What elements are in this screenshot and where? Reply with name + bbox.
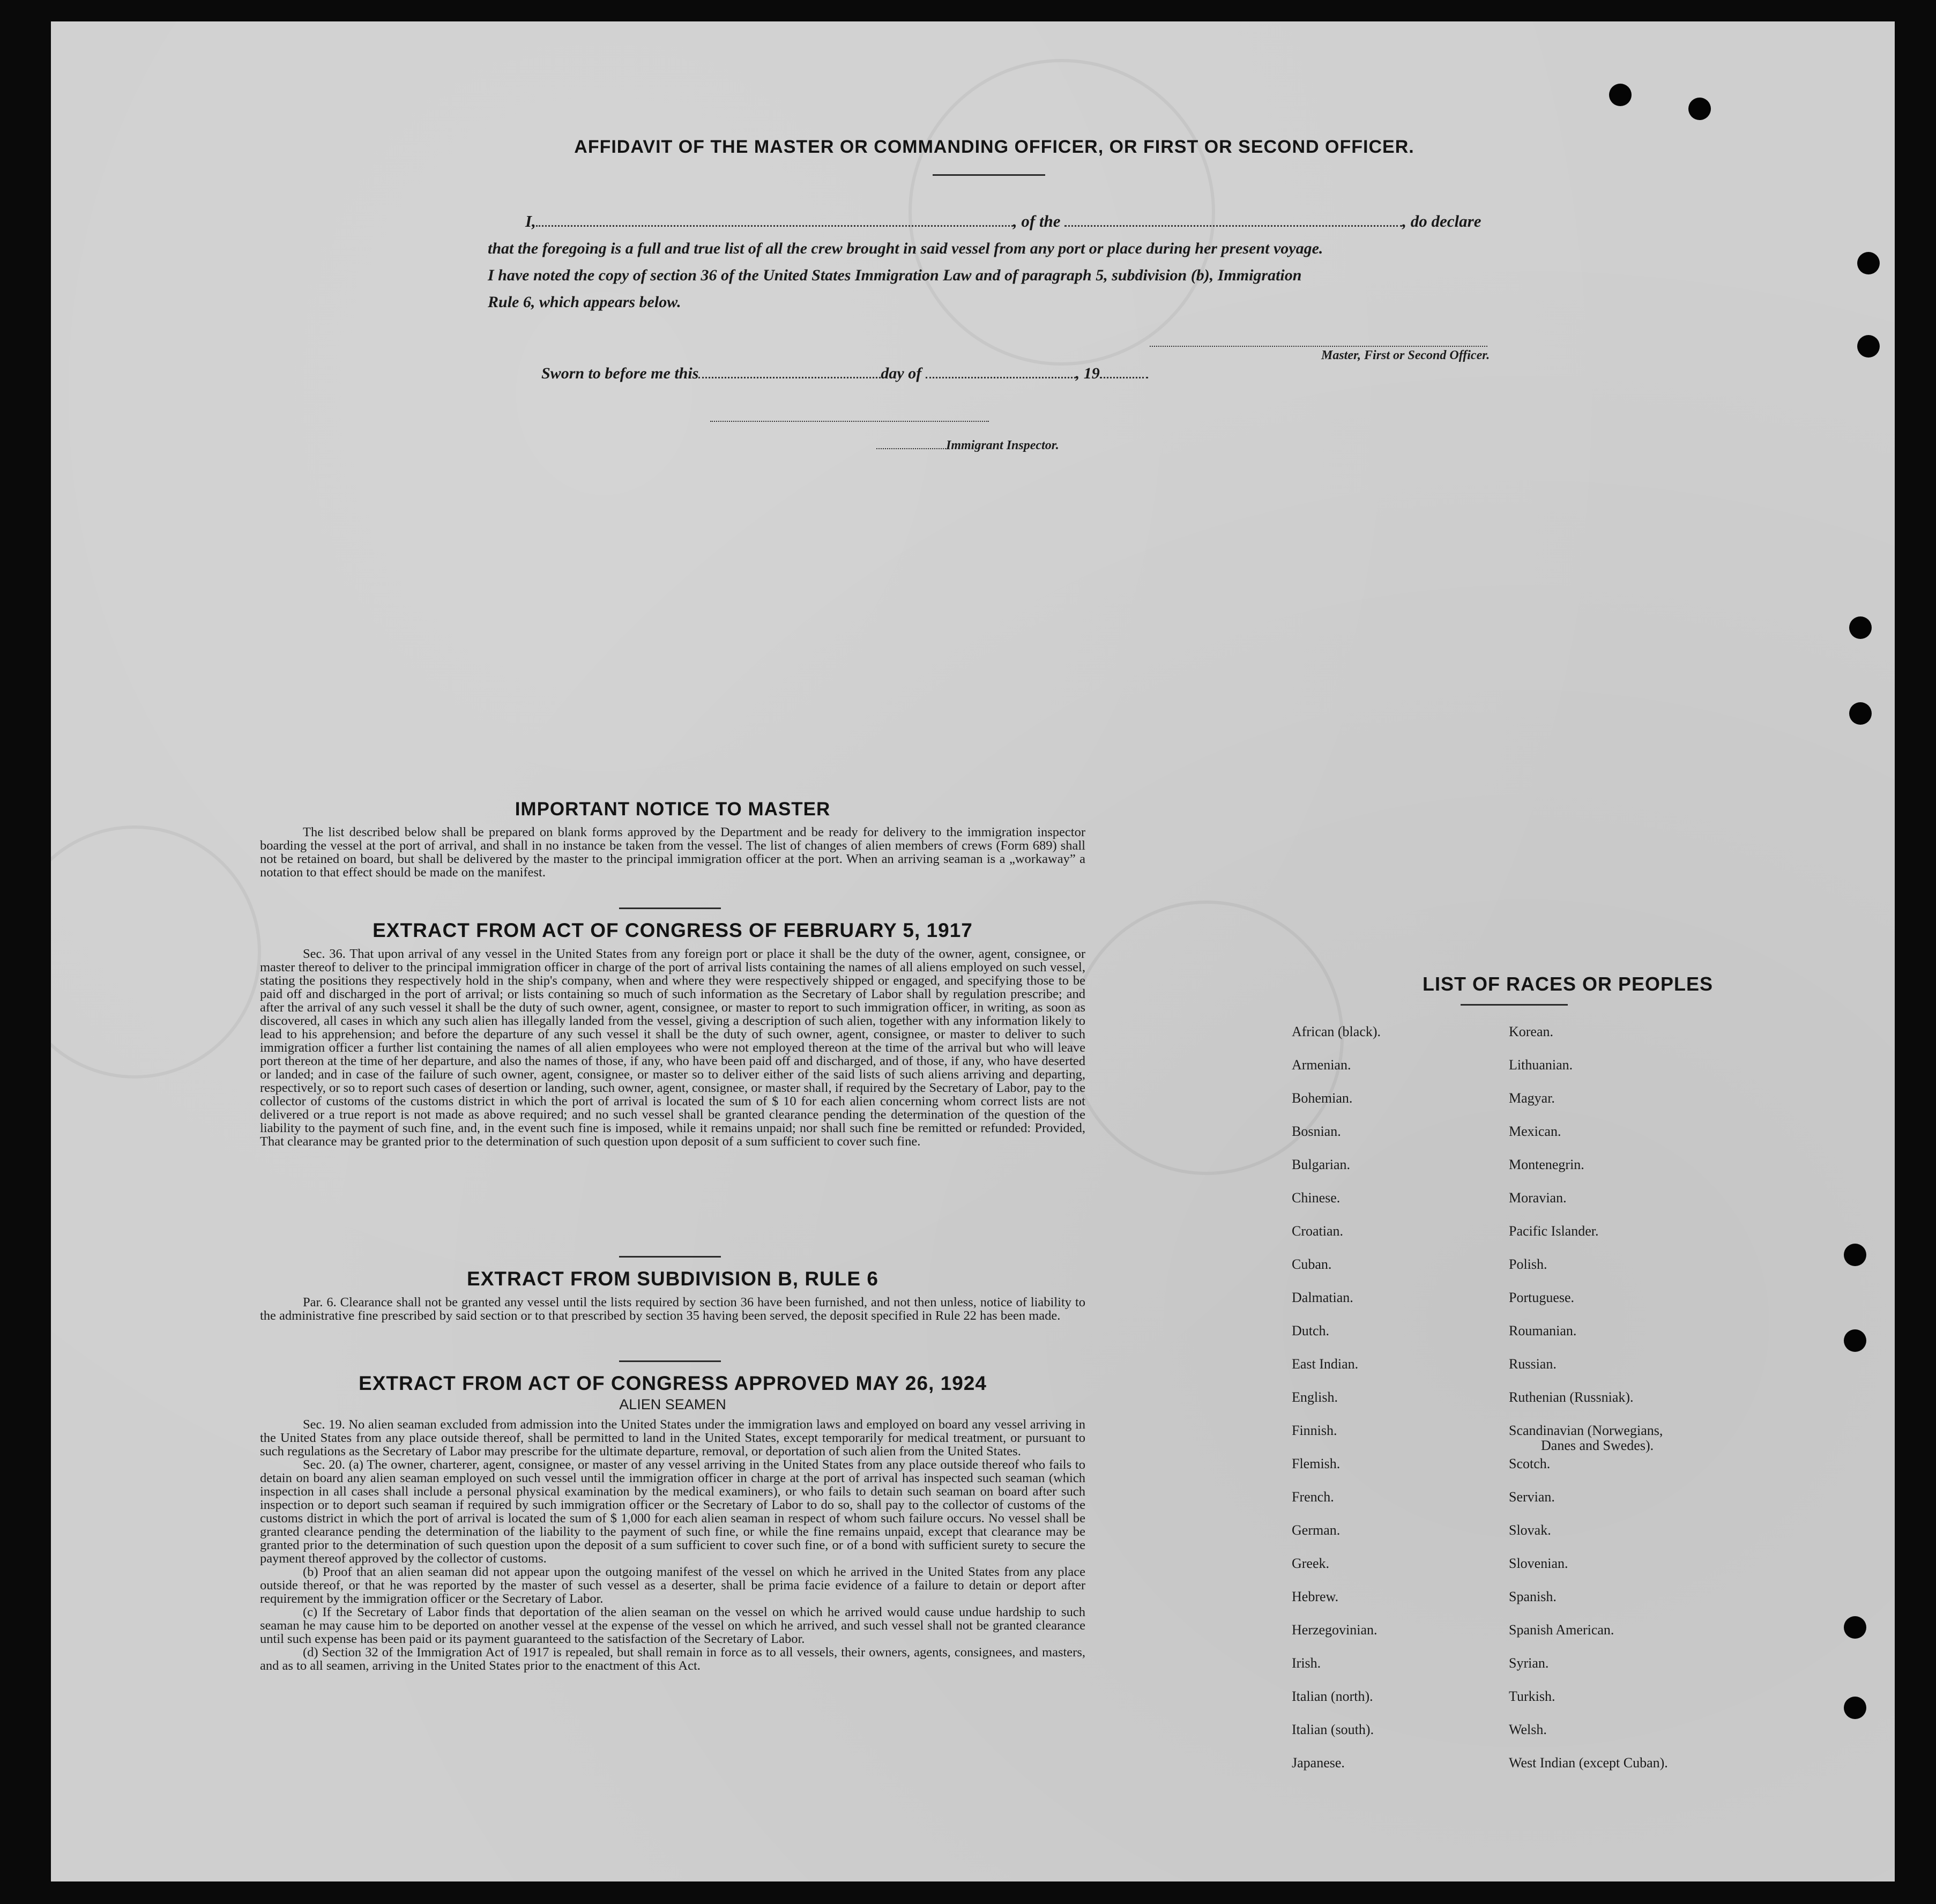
race-item: Bulgarian. — [1292, 1157, 1351, 1172]
sworn-year: , 19 — [1075, 365, 1100, 382]
race-item: Spanish American. — [1509, 1622, 1614, 1638]
rule6-title: EXTRACT FROM SUBDIVISION B, RULE 6 — [467, 1268, 878, 1290]
race-item: Armenian. — [1292, 1057, 1351, 1073]
extract-1924-title: EXTRACT FROM ACT OF CONGRESS APPROVED MAY 26, 1924 — [359, 1372, 987, 1394]
race-item: French. — [1292, 1489, 1334, 1505]
race-item: Scandinavian (Norwegians, — [1509, 1423, 1663, 1438]
race-item: Spanish. — [1509, 1589, 1557, 1604]
race-item: Italian (north). — [1292, 1689, 1373, 1704]
affidavit-line-3: I have noted the copy of section 36 of the United States Immigration Law and of paragraph 5, subdivision (b), Immigration — [488, 266, 1302, 284]
punch-hole — [1857, 252, 1880, 274]
punch-hole — [1849, 616, 1872, 639]
race-item: Lithuanian. — [1509, 1057, 1573, 1073]
race-item: Cuban. — [1292, 1256, 1332, 1272]
race-item: Bosnian. — [1292, 1124, 1341, 1139]
master-label: Master, First or Second Officer. — [1321, 348, 1490, 362]
rule6-text — [260, 1296, 1085, 1322]
affidavit-declare: , do declare — [1402, 212, 1481, 230]
punch-hole — [1844, 1244, 1866, 1266]
race-item: Bohemian. — [1292, 1090, 1353, 1106]
race-item: Ruthenian (Russniak). — [1509, 1389, 1634, 1405]
extract-1924-sec20a: Sec. 20. (a) The owner, charterer, agent, consignee, or master of any vessel arriving in the United States from any place outside thereof who fails to detain on board any alien seaman employed on such vessel until the immigration officer in charge at the port of arrival has inspected such seaman (which inspection in all cases shall include a personal physical examination by the medical examiners), or who fails to detain such seaman on board after such inspection or to deport such seaman if required by such immigration officer or the Secretary of Labor to do so, shall pay to the collector of customs of the customs district in which the port of arrival is located the sum of $ 1,000 for each alien seaman in respect of whom such failure occurs. No vessel shall be granted clearance pending the determination of the liability to the payment of such fine, or while the fine remains unpaid, except that clearance may be granted prior to the determination of such question upon the deposit of a sum sufficient to cover such fine, or of a bond with sufficient surety to secure the payment thereof approved by the collector of customs. — [260, 1457, 1085, 1566]
race-item: Korean. — [1509, 1024, 1554, 1039]
notice-rule — [619, 908, 721, 909]
race-item: Mexican. — [1509, 1124, 1561, 1139]
affidavit-name-blank — [536, 225, 1013, 227]
sworn-prefix: Sworn to before me this — [541, 365, 699, 382]
race-item: Flemish. — [1292, 1456, 1341, 1471]
race-item: Welsh. — [1509, 1722, 1547, 1737]
master-signature-line — [1150, 346, 1487, 347]
race-item: Russian. — [1509, 1356, 1557, 1372]
race-item: Dalmatian. — [1292, 1290, 1353, 1305]
race-item: East Indian. — [1292, 1356, 1359, 1372]
races-title: LIST OF RACES OR PEOPLES — [1422, 973, 1714, 995]
affidavit-title-rule — [933, 174, 1045, 176]
affidavit-of-the: , of the — [1012, 212, 1061, 230]
extract-1924-text — [260, 1418, 1085, 1672]
sworn-day-blank — [698, 377, 881, 378]
race-item: Pacific Islander. — [1509, 1223, 1599, 1239]
rule6-paragraph: Par. 6. Clearance shall not be granted any vessel until the lists required by section 36 have been furnished, and not then unless, notice of liability to the administrative fine prescribed by said section or to that prescribed by section 35 having been served, the deposit specified in Rule 22 has been made. — [260, 1295, 1085, 1323]
extract-1924-subtitle: ALIEN SEAMEN — [619, 1396, 726, 1412]
sworn-month-blank — [926, 377, 1076, 378]
punch-hole — [1688, 98, 1711, 120]
affidavit-line-4: Rule 6, which appears below. — [488, 293, 681, 311]
faded-stamp-left — [51, 825, 261, 1079]
race-item: Montenegrin. — [1509, 1157, 1584, 1172]
races-title-rule — [1461, 1004, 1568, 1006]
race-item: African (black). — [1292, 1024, 1381, 1039]
race-item: West Indian (except Cuban). — [1509, 1755, 1668, 1771]
extract-1917-title: EXTRACT FROM ACT OF CONGRESS OF FEBRUARY 5, 1917 — [373, 919, 973, 941]
race-item: Syrian. — [1509, 1655, 1549, 1671]
inspector-label — [876, 438, 1059, 453]
extract-1917-rule — [619, 1256, 721, 1258]
affidavit-line-2: that the foregoing is a full and true list of all the crew brought in said vessel from any port or place during her present voyage. — [488, 240, 1323, 257]
race-item: Servian. — [1509, 1489, 1555, 1505]
race-item: Italian (south). — [1292, 1722, 1374, 1737]
race-item: English. — [1292, 1389, 1338, 1405]
affidavit-i: I, — [525, 212, 536, 230]
affidavit-line-1 — [525, 212, 1481, 231]
race-item: Magyar. — [1509, 1090, 1555, 1106]
sworn-line — [541, 365, 1148, 383]
race-item: Scotch. — [1509, 1456, 1551, 1471]
punch-hole — [1844, 1616, 1866, 1639]
inspector-signature-line — [710, 421, 989, 422]
race-item: Finnish. — [1292, 1423, 1337, 1438]
race-item: German. — [1292, 1522, 1341, 1538]
race-item: Chinese. — [1292, 1190, 1341, 1206]
race-item: Croatian. — [1292, 1223, 1344, 1239]
affidavit-title: AFFIDAVIT OF THE MASTER OR COMMANDING OFFICER, OR FIRST OR SECOND OFFICER. — [574, 137, 1414, 157]
affidavit-vessel-blank — [1064, 225, 1402, 227]
extract-1917-paragraph: Sec. 36. That upon arrival of any vessel in the United States from any foreign port or place it shall be the duty of the owner, agent, consignee, or master thereof to deliver to the principal immigration officer in charge of the port of arrival lists containing the names of all aliens employed on such vessel, stating the positions they respectively hold in the ship's company, when and where they were respectively shipped or engaged, and specifying those to be paid off and discharged in the port of arrival; or lists containing so much of such information as the Secretary of Labor shall by regulation prescribe; and after the arrival of any such vessel it shall be the duty of such owner, agent, consignee, or master to report to such immigration officer, in writing, as soon as discovered, all cases in which any such alien has illegally landed from the vessel, giving a description of such alien, together with any information likely to lead to his apprehension; and before the departure of any such vessel it shall be the duty of such owner, agent, consignee, or master to deliver to such immigration officer a further list containing the names of all alien employees who were not employed thereon at the time of the arrival but who will leave port thereon at the time of her departure, and also the names of those, if any, who have been paid off and discharged, and of those, if any, who have deserted or landed; and in case of the failure of such owner, agent, consignee, or master so to deliver either of the said lists of such aliens arriving and departing, respectively, or so to report such cases of desertion or landing, such owner, agent, consignee, or master shall, if required by the Secretary of Labor, pay to the collector of customs of the customs district in which the port of arrival is located the sum of $ 10 for each alien concerning whom correct lists are not delivered or a true report is not made as above required; and no such vessel shall be granted clearance pending the determination of the question of the liability to the payment of such fine, and, in the event such fine is imposed, while it remains unpaid; nor shall such fine be remitted or refunded: Provided, That clearance may be granted prior to the determination of such question upon deposit of a sum sufficient to cover such fine. — [260, 947, 1085, 1149]
notice-paragraph: The list described below shall be prepared on blank forms approved by the Department and be ready for delivery to the immigration inspector boarding the vessel at the port of arrival, and shall in no instance be taken from the vessel. The list of changes of alien members of crews (Form 689) shall not be retained on board, but shall be delivered by the master to the principal immigration officer at the port. When an arriving seaman is a „workaway” a notation to that effect should be made on the manifest. — [260, 825, 1085, 880]
race-item: Hebrew. — [1292, 1589, 1339, 1604]
inspector-label-text: Immigrant Inspector. — [946, 438, 1059, 452]
sworn-day: day of — [881, 365, 922, 382]
race-item: Dutch. — [1292, 1323, 1330, 1338]
race-item-continuation: Danes and Swedes). — [1541, 1438, 1654, 1453]
punch-hole — [1844, 1697, 1866, 1719]
race-item: Irish. — [1292, 1655, 1321, 1671]
race-item: Herzegovinian. — [1292, 1622, 1377, 1638]
extract-1924-sec20d: (d) Section 32 of the Immigration Act of 1917 is repealed, but shall remain in force as to all vessels, their owners, agents, consignees, and masters, and as to all seamen, arriving in the United States prior to the enactment of this Act. — [260, 1645, 1085, 1673]
race-item: Polish. — [1509, 1256, 1547, 1272]
punch-hole — [1857, 335, 1880, 358]
inspector-blank — [876, 448, 946, 449]
race-item: Turkish. — [1509, 1689, 1555, 1704]
document-sheet — [51, 21, 1895, 1881]
punch-hole — [1849, 702, 1872, 725]
race-item: Roumanian. — [1509, 1323, 1577, 1338]
sworn-year-blank — [1100, 377, 1148, 378]
punch-hole — [1609, 84, 1632, 106]
extract-1924-sec20c: (c) If the Secretary of Labor finds that deportation of the alien seaman on the vessel on which he arrived would cause undue hardship to such seaman he may cause him to be deported on another vessel at the expense of the vessel on which he arrived, and such vessel shall not be granted clearance until such expense has been paid or its payment guaranteed to the satisfaction of the Secretary of Labor. — [260, 1605, 1085, 1646]
race-item: Portuguese. — [1509, 1290, 1575, 1305]
race-item: Japanese. — [1292, 1755, 1345, 1771]
extract-1917-text — [260, 947, 1085, 1148]
extract-1924-sec20b: (b) Proof that an alien seaman did not appear upon the outgoing manifest of the vessel on which he arrived in the United States from any place outside thereof, or that he was reported by the master of such vessel as a deserter, shall be prima facie evidence of a failure to detain or deport after requirement by the immigration officer or the Secretary of Labor. — [260, 1565, 1085, 1606]
rule6-rule — [619, 1360, 721, 1362]
race-item: Slovak. — [1509, 1522, 1551, 1538]
race-item: Slovenian. — [1509, 1556, 1568, 1571]
race-item: Greek. — [1292, 1556, 1330, 1571]
notice-text — [260, 825, 1085, 879]
extract-1924-sec19: Sec. 19. No alien seaman excluded from admission into the United States under the immigration laws and employed on board any vessel arriving in the United States from any place outside thereof, shall be permitted to land in the United States, except temporarily for medical treatment, or pursuant to such regulations as the Secretary of Labor may prescribe for the ultimate departure, removal, or deportation of such alien from the United States. — [260, 1417, 1085, 1459]
notice-title: IMPORTANT NOTICE TO MASTER — [515, 799, 831, 820]
punch-hole — [1844, 1329, 1866, 1352]
race-item: Moravian. — [1509, 1190, 1567, 1206]
